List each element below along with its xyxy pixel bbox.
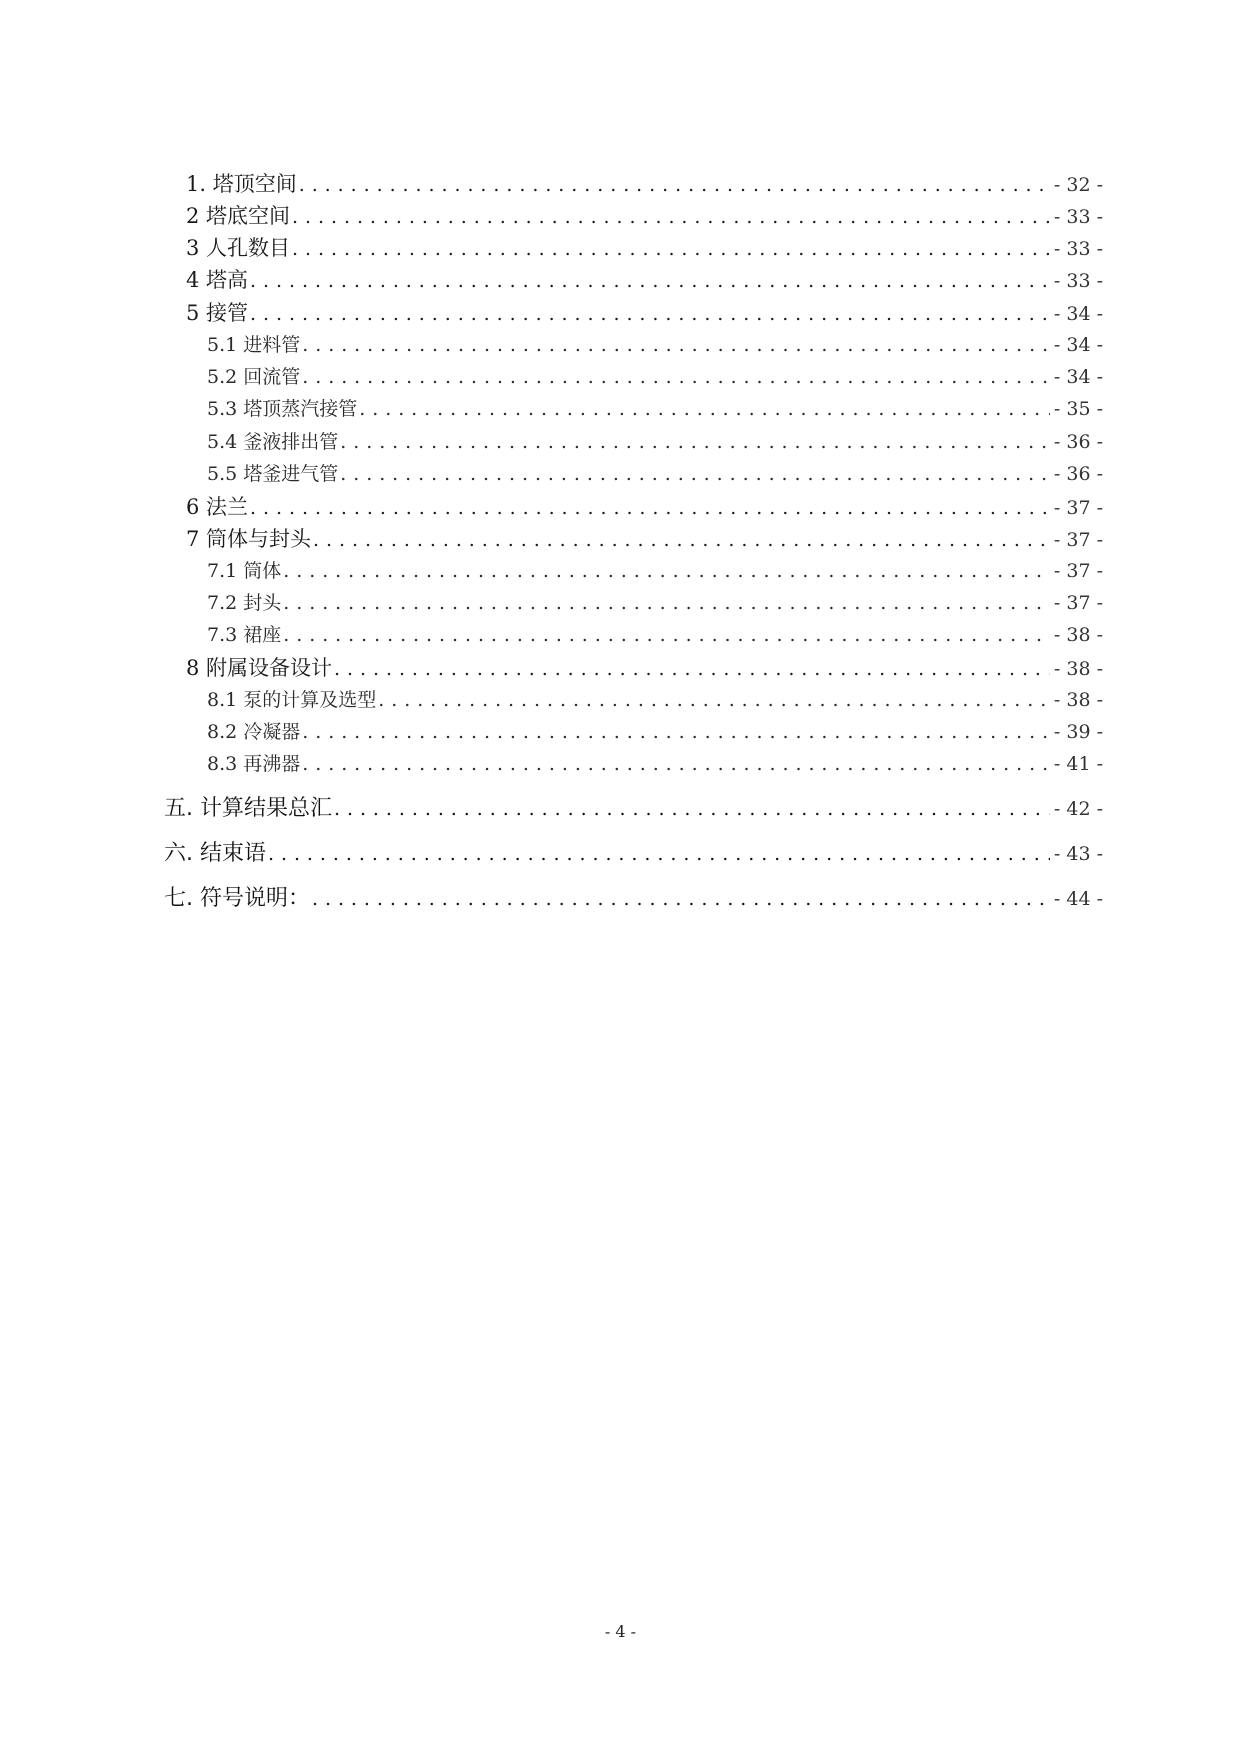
toc-chapter[interactable] [164,881,1103,912]
toc-entry-page: - 42 - [1053,798,1103,820]
toc-entry-page: - 34 - [1053,366,1103,388]
toc-entry-page: - 38 - [1053,624,1103,646]
toc-entry-label: 1. 塔顶空间 [186,172,297,196]
toc-dot-leader [302,366,1050,388]
toc-dot-leader [334,658,1050,680]
toc-dot-leader [302,721,1050,743]
toc-entry-page: - 38 - [1053,689,1103,711]
toc-entry-label: 5.5 塔釜进气管 [207,463,339,485]
toc-entry-page: - 32 - [1053,174,1103,196]
toc-entry-page: - 34 - [1053,303,1103,325]
toc-dot-leader [292,206,1050,228]
toc-dot-leader [292,238,1050,260]
toc-subentry[interactable] [207,394,1103,421]
toc-entry-page: - 34 - [1053,334,1103,356]
toc-dot-leader [334,798,1050,820]
toc-subentry[interactable] [207,717,1103,744]
toc-entry-label: 7.2 封头 [207,592,282,614]
toc-dot-leader [250,270,1050,292]
toc-subentry[interactable] [207,427,1103,454]
toc-dot-leader [340,431,1050,453]
toc-dot-leader [302,753,1050,775]
toc-entry-label: 3 人孔数目 [186,236,291,260]
toc-entry-label: 七. 符号说明： [164,886,310,911]
toc-entry-page: - 36 - [1053,431,1103,453]
toc-dot-leader [283,560,1050,582]
toc-entry-page: - 38 - [1053,658,1103,680]
toc-dot-leader [312,888,1050,910]
toc-entry-label: 8.3 再沸器 [207,753,301,775]
toc-entry[interactable] [186,232,1103,262]
toc-entry[interactable] [186,264,1103,294]
toc-dot-leader [268,843,1050,865]
toc-subentry[interactable] [207,362,1103,389]
toc-chapter[interactable] [164,791,1103,822]
toc-entry-label: 5.2 回流管 [207,366,301,388]
toc-entry-label: 8.2 冷凝器 [207,721,301,743]
toc-dot-leader [302,334,1050,356]
toc-chapter[interactable] [164,836,1103,867]
toc-entry-page: - 39 - [1053,721,1103,743]
toc-entry-page: - 43 - [1053,843,1103,865]
toc-entry-page: - 37 - [1053,592,1103,614]
toc-dot-leader [283,592,1050,614]
toc-entry-label: 五. 计算结果总汇 [164,796,332,821]
toc-entry-page: - 33 - [1053,206,1103,228]
toc-dot-leader [250,497,1050,519]
toc-entry-page: - 37 - [1053,529,1103,551]
toc-entry-page: - 33 - [1053,238,1103,260]
toc-dot-leader [250,303,1050,325]
toc-entry-label: 7.3 裙座 [207,624,282,646]
toc-dot-leader [340,463,1050,485]
toc-subentry[interactable] [207,459,1103,486]
toc-entry-label: 8.1 泵的计算及选型 [207,689,377,711]
toc-entry-label: 六. 结束语 [164,841,266,866]
toc-subentry[interactable] [207,749,1103,776]
toc-subentry[interactable] [207,556,1103,583]
toc-entry[interactable] [186,491,1103,521]
toc-entry-label: 4 塔高 [186,268,249,292]
toc-entry-label: 5 接管 [186,301,249,325]
toc-entry-label: 5.1 进料管 [207,334,301,356]
toc-subentry[interactable] [207,330,1103,357]
toc-entry-page: - 33 - [1053,270,1103,292]
toc-entry[interactable] [186,200,1103,230]
toc-entry-label: 5.3 塔顶蒸汽接管 [207,398,358,420]
toc-entry-page: - 44 - [1053,888,1103,910]
toc-subentry[interactable] [207,588,1103,615]
toc-dot-leader [313,529,1050,551]
toc-subentry[interactable] [207,685,1103,712]
toc-entry-label: 2 塔底空间 [186,204,291,228]
toc-entry-page: - 37 - [1053,560,1103,582]
page-number: - 4 - [604,1622,637,1641]
toc-subentry[interactable] [207,620,1103,647]
toc-entry[interactable] [186,297,1103,327]
toc-entry[interactable] [186,523,1103,553]
toc-entry[interactable] [186,652,1103,682]
toc-entry-page: - 37 - [1053,497,1103,519]
toc-entry-page: - 41 - [1053,753,1103,775]
toc-entry-page: - 36 - [1053,463,1103,485]
toc-entry-label: 6 法兰 [186,495,249,519]
toc-entry-label: 5.4 釜液排出管 [207,431,339,453]
toc-dot-leader [283,624,1050,646]
toc-entry-label: 7.1 筒体 [207,560,282,582]
toc-entry[interactable] [186,168,1103,198]
toc-dot-leader [378,689,1050,711]
toc-dot-leader [359,398,1050,420]
toc-dot-leader [299,174,1050,196]
toc-entry-label: 8 附属设备设计 [186,656,333,680]
toc-entry-page: - 35 - [1053,398,1103,420]
toc-entry-label: 7 筒体与封头 [186,527,312,551]
